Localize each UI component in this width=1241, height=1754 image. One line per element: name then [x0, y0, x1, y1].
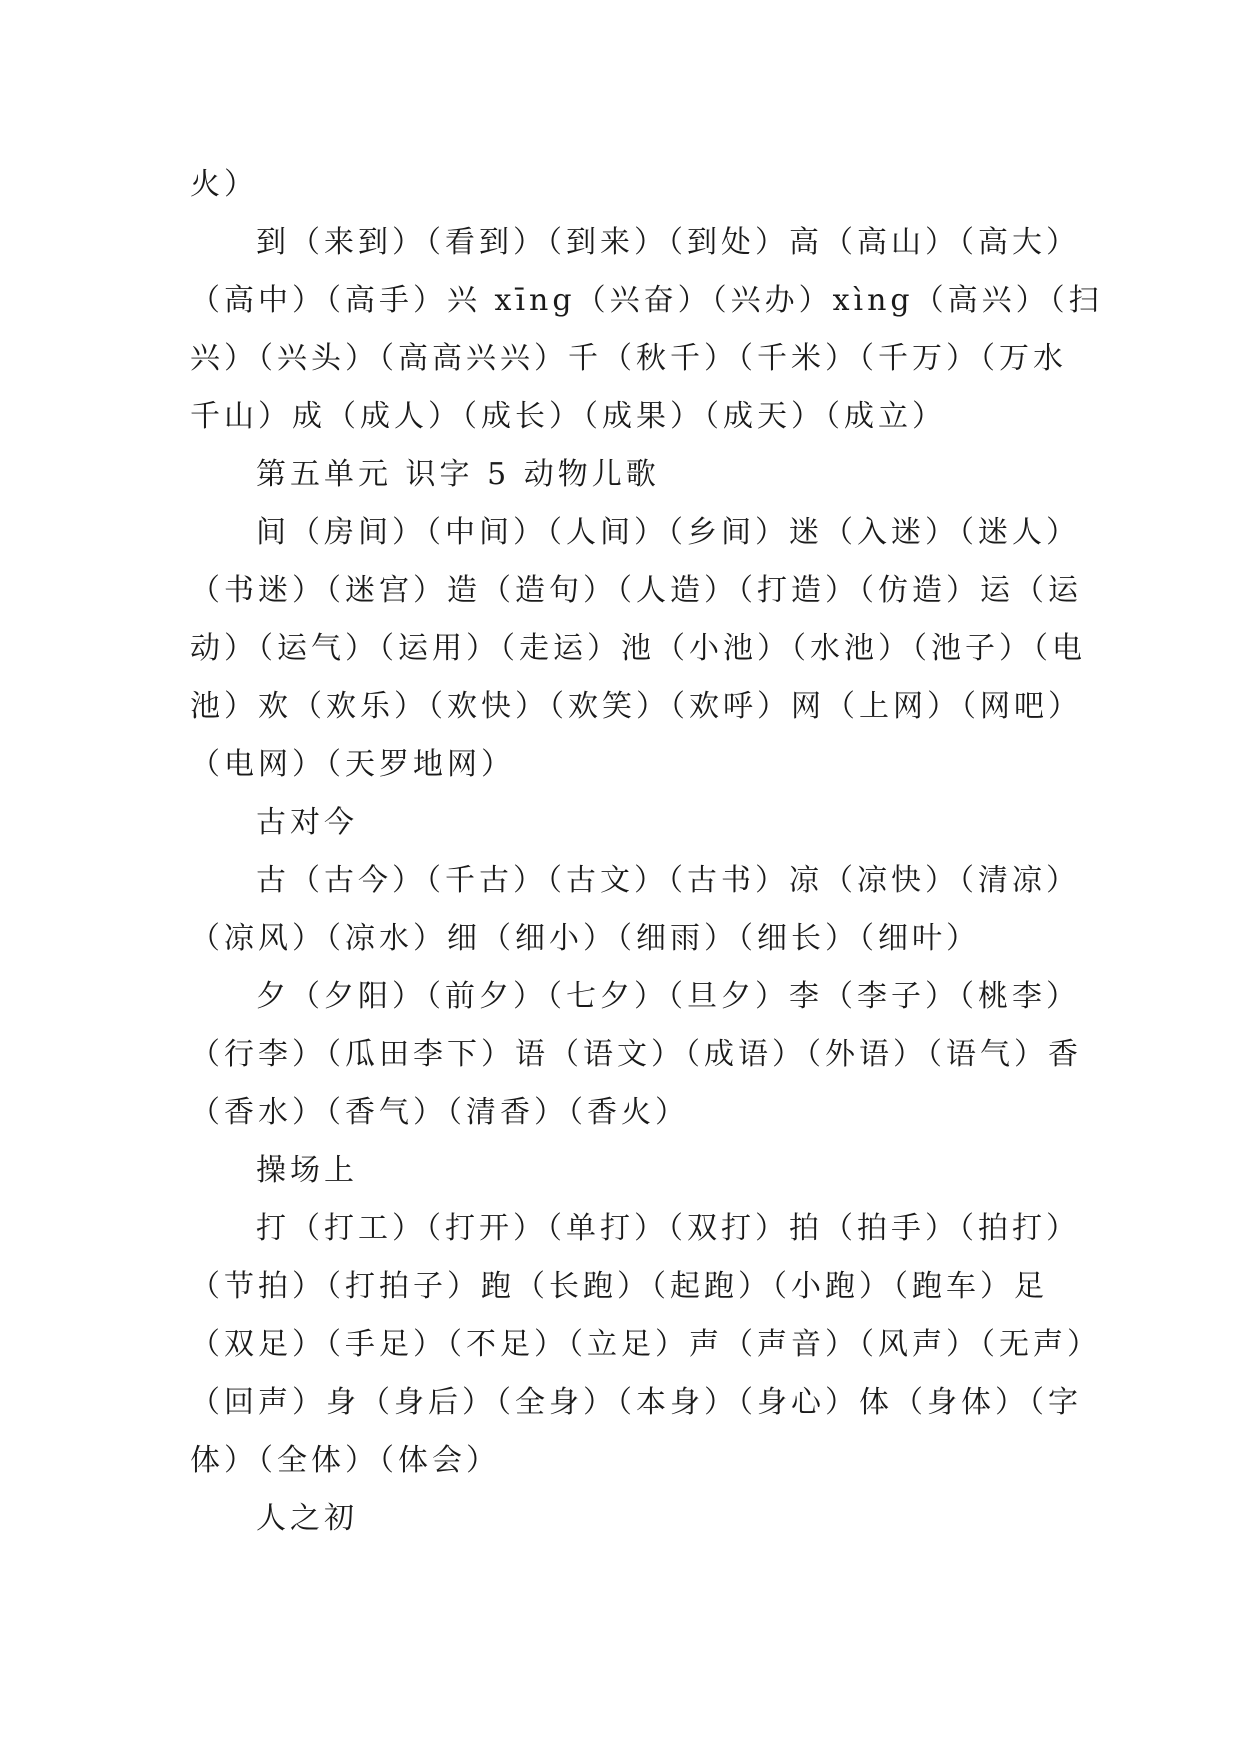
text-line: 体）（全体）（体会）: [190, 1443, 500, 1478]
text-line: （凉风）（凉水）细（细小）（细雨）（细长）（细叶）: [190, 921, 980, 956]
text-line: 打（打工）（打开）（单打）（双打）拍（拍手）（拍打）: [256, 1211, 1080, 1246]
section-heading: 人之初: [256, 1501, 358, 1536]
text-line: 火）: [190, 167, 258, 202]
text-line: 古（古今）（千古）（古文）（古书）凉（凉快）（清凉）: [256, 863, 1080, 898]
text-line: 池）欢（欢乐）（欢快）（欢笑）（欢呼）网（上网）（网吧）: [190, 689, 1082, 724]
text-line: （书迷）（迷宫）造（造句）（人造）（打造）（仿造）运（运: [190, 573, 1082, 608]
text-line: （节拍）（打拍子）跑（长跑）（起跑）（小跑）（跑车）足: [190, 1269, 1048, 1304]
text-line: 兴）（兴头）（高高兴兴）千（秋千）（千米）（千万）（万水: [190, 341, 1067, 376]
text-line: （双足）（手足）（不足）（立足）声（声音）（风声）（无声）: [190, 1327, 1101, 1362]
text-line: （香水）（香气）（清香）（香火）: [190, 1095, 689, 1130]
text-line: （电网）（天罗地网）: [190, 747, 515, 782]
section-heading: 古对今: [256, 805, 358, 840]
section-heading: 第五单元 识字 5 动物儿歌: [256, 457, 660, 492]
document-page: [190, 156, 1103, 1548]
text-line: 千山）成（成人）（成长）（成果）（成天）（成立）: [190, 399, 946, 434]
section-heading: 操场上: [256, 1153, 358, 1188]
text-line: （回声）身（身后）（全身）（本身）（身心）体（身体）（字: [190, 1385, 1082, 1420]
text-line: （行李）（瓜田李下）语（语文）（成语）（外语）（语气）香: [190, 1037, 1082, 1072]
text-line: 间（房间）（中间）（人间）（乡间）迷（入迷）（迷人）: [256, 515, 1080, 550]
text-line: （高中）（高手）兴 xīng（兴奋）（兴办）xìng（高兴）（扫: [190, 283, 1103, 318]
text-line: 夕（夕阳）（前夕）（七夕）（旦夕）李（李子）（桃李）: [256, 979, 1080, 1014]
text-line: 动）（运气）（运用）（走运）池（小池）（水池）（池子）（电: [190, 631, 1086, 666]
text-line: 到（来到）（看到）（到来）（到处）高（高山）（高大）: [256, 225, 1080, 260]
